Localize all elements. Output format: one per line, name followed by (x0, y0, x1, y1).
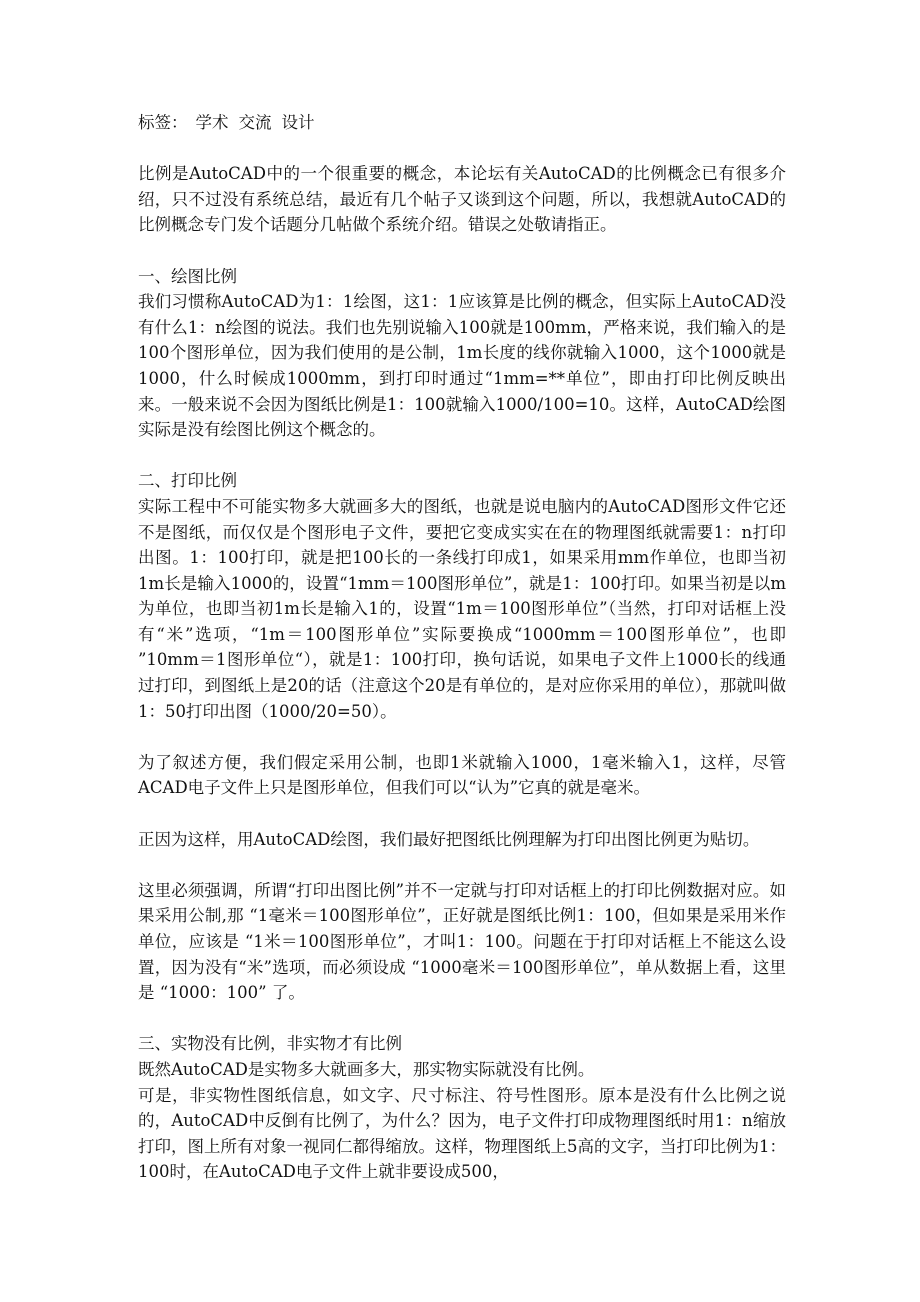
section-print-scale (138, 468, 786, 724)
section-heading: 二、打印比例 (138, 471, 237, 491)
section-real-objects (138, 1031, 786, 1185)
tags-line (138, 110, 786, 136)
paragraph: 为了叙述方便，我们假定采用公制，也即1米就输入1000，1毫米输入1，这样，尽管ACAD电子文件上只是图形单位，但我们可以“认为”它真的就是毫米。 (138, 752, 786, 798)
tags-label: 标签： (138, 113, 188, 132)
section-line: 既然AutoCAD是实物多大就画多大，那实物实际就没有比例。 (138, 1059, 595, 1079)
tag-item: 学术 (195, 113, 229, 132)
document-page (138, 110, 786, 1211)
tag-item: 交流 (238, 113, 272, 132)
paragraph: 正因为这样，用AutoCAD绘图，我们最好把图纸比例理解为打印出图比例更为贴切。 (138, 829, 760, 849)
section-heading: 一、绘图比例 (138, 266, 237, 286)
section-body: 可是，非实物性图纸信息，如文字、尺寸标注、符号性图形。原本是没有什么比例之说的，AutoCAD中反倒有比例了，为什么？因为，电子文件打印成物理图纸时用1：n缩放打印，图上所有对象一视同仁都得缩放。这样，物理图纸上5高的文字，当打印比例为1：100时，在AutoCAD电子文件上就非要设成500， (138, 1085, 786, 1182)
section-body: 我们习惯称AutoCAD为1：1绘图，这1：1应该算是比例的概念，但实际上AutoCAD没有什么1：n绘图的说法。我们也先别说输入100就是100mm，严格来说，我们输入的是100个图形单位，因为我们使用的是公制，1m长度的线你就输入1000，这个1000就是1000，什么时候成1000mm，到打印时通过“1mm=**单位”，即由打印比例反映出来。一般来说不会因为图纸比例是1：100就输入1000/100=10。这样，AutoCAD绘图实际是没有绘图比例这个概念的。 (138, 292, 786, 440)
section-body: 实际工程中不可能实物多大就画多大的图纸，也就是说电脑内的AutoCAD图形文件它还不是图纸，而仅仅是个图形电子文件，要把它变成实实在在的物理图纸就需要1：n打印出图。1：100打印，就是把100长的一条线打印成1，如果采用mm作单位，也即当初1m长是输入1000的，设置“1mm＝100图形单位”，就是1：100打印。如果当初是以m为单位，也即当初1m长是输入1的，设置“1m＝100图形单位”（当然，打印对话框上没有“米”选项，“1m＝100图形单位”实际要换成“1000mm＝100图形单位”，也即 ”10mm＝1图形单位“），就是1：100打印，换句话说，如果电子文件上1000长的线通过打印，到图纸上是20的话（注意这个20是有单位的，是对应你采用的单位），那就叫做1：50打印出图（1000/20=50）。 (138, 496, 786, 721)
section-heading: 三、实物没有比例，非实物才有比例 (138, 1034, 402, 1054)
section-drawing-scale (138, 264, 786, 443)
tag-item: 设计 (281, 113, 315, 132)
intro-paragraph: 比例是AutoCAD中的一个很重要的概念，本论坛有关AutoCAD的比例概念已有很多介绍，只不过没有系统总结，最近有几个帖子又谈到这个问题，所以，我想就AutoCAD的比例概念专门发个话题分几帖做个系统介绍。错误之处敬请指正。 (138, 164, 786, 235)
paragraph: 这里必须强调，所谓“打印出图比例”并不一定就与打印对话框上的打印比例数据对应。如果采用公制,那 “1毫米＝100图形单位”，正好就是图纸比例1：100，但如果是采用米作单位，应该是 “1米＝100图形单位”，才叫1：100。问题在于打印对话框上不能这么设置，因为没有“米”选项，而必须设成 “1000毫米＝100图形单位”，单从数据上看，这里是 “1000：100” 了。 (138, 880, 786, 1003)
